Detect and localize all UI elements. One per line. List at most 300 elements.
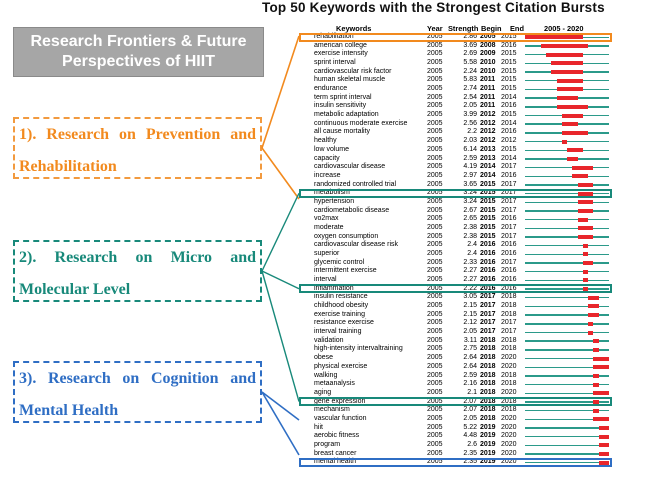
begin-cell: 2018 [480,371,496,379]
strength-cell: 2.16 [463,380,477,388]
end-cell: 2017 [501,232,517,240]
year-cell: 2005 [427,284,443,292]
keyword-cell: rehabilitation [314,33,354,40]
timeline-line [525,167,609,168]
table-row [311,311,612,320]
end-cell: 2015 [501,33,517,40]
end-cell: 2012 [501,137,517,145]
strength-cell: 3.11 [463,336,477,344]
begin-cell: 2013 [480,154,496,162]
end-cell: 2018 [501,302,517,310]
strength-cell: 2.07 [463,406,477,414]
year-cell: 2005 [427,67,443,75]
end-cell: 2015 [501,50,517,58]
year-cell: 2005 [427,189,443,197]
year-cell: 2005 [427,371,443,379]
keyword-cell: exercise intensity [314,50,368,58]
end-cell: 2020 [501,423,517,431]
connector-orange-top [262,36,299,148]
year-cell: 2005 [427,267,443,275]
highlight-box [299,284,612,293]
begin-cell: 2018 [480,414,496,422]
begin-cell: 2012 [480,137,496,145]
burst-bar [593,409,598,413]
col-header-end: End [510,24,524,33]
end-cell: 2020 [501,449,517,457]
strength-cell: 2.1 [467,388,477,396]
table-row [311,241,612,250]
year-cell: 2005 [427,111,443,119]
strength-cell: 2.15 [463,302,477,310]
begin-cell: 2017 [480,293,496,301]
highlight-box [299,189,612,198]
keyword-cell: oxygen consumption [314,232,379,240]
strength-cell: 2.56 [463,119,477,127]
table-row [311,267,612,276]
table-row [311,59,612,68]
begin-cell: 2018 [480,406,496,414]
category-line-2: Mental Health [19,402,119,419]
table-row [311,215,612,224]
end-cell: 2017 [501,206,517,214]
timeline-line [525,332,609,333]
timeline-line [525,254,609,255]
end-cell: 2016 [501,128,517,136]
table-row [311,207,612,216]
keyword-cell: increase [314,171,341,179]
timeline-line [525,202,609,203]
end-cell: 2020 [501,432,517,440]
begin-cell: 2018 [480,388,496,396]
year-cell: 2005 [427,362,443,370]
keyword-cell: vo2max [314,215,339,223]
end-cell: 2020 [501,440,517,448]
begin-cell: 2011 [480,76,496,84]
timeline-line [525,262,609,263]
burst-bar [557,105,589,109]
keyword-cell: interval [314,276,337,284]
begin-cell: 2018 [480,362,496,370]
end-cell: 2016 [501,41,517,49]
connector-teal [262,193,299,271]
begin-cell: 2018 [480,336,496,344]
begin-cell: 2019 [480,458,496,466]
table-row [311,441,612,450]
keyword-cell: hypertension [314,197,355,205]
strength-cell: 2.59 [463,371,477,379]
keyword-cell: superior [314,250,340,257]
strength-cell: 2.24 [463,67,477,75]
keyword-cell: metabolic adaptation [314,111,379,119]
strength-cell: 3.24 [463,189,477,197]
category-line-2: Rehabilitation [19,158,117,175]
keyword-cell: breast cancer [314,449,357,457]
strength-cell: 5.22 [463,423,477,431]
category-line-1: 1). Research on Prevention and [19,126,256,143]
connector-teal [262,271,299,402]
keyword-cell: insulin sensitivity [314,102,367,110]
year-cell: 2005 [427,354,443,362]
strength-cell: 3.65 [463,180,477,188]
timeline-line [525,176,609,177]
burst-bar [588,313,599,317]
burst-bar [593,348,598,352]
table-row [311,259,612,268]
begin-cell: 2015 [480,215,496,223]
begin-cell: 2011 [480,85,496,93]
begin-cell: 2015 [480,232,496,240]
strength-cell: 2.64 [463,362,477,370]
begin-cell: 2014 [480,163,496,171]
end-cell: 2015 [501,145,517,153]
table-row [311,163,612,172]
burst-bar [588,331,593,335]
year-cell: 2005 [427,197,443,205]
strength-cell: 5.83 [463,76,477,84]
burst-bar [551,70,583,74]
end-cell: 2018 [501,406,517,414]
strength-cell: 2.59 [463,154,477,162]
end-cell: 2020 [501,458,517,466]
burst-bar [578,226,594,230]
end-cell: 2016 [501,284,517,292]
year-cell: 2005 [427,258,443,266]
begin-cell: 2012 [480,128,496,136]
strength-cell: 2.05 [463,102,477,110]
begin-cell: 2017 [480,310,496,318]
year-cell: 2005 [427,293,443,301]
table-row [311,42,612,51]
year-cell: 2005 [427,59,443,67]
strength-cell: 3.69 [463,41,477,49]
keyword-cell: all cause mortality [314,128,371,136]
strength-cell: 2.65 [463,215,477,223]
end-cell: 2017 [501,180,517,188]
timeline-line [525,245,609,246]
keyword-cell: cardiovascular disease [314,163,386,171]
table-row [311,328,612,337]
strength-cell: 2.4 [467,250,477,257]
highlight-box [299,458,612,467]
end-cell: 2015 [501,111,517,119]
begin-cell: 2005 [480,33,496,40]
burst-bar [562,114,583,118]
burst-bar [567,148,583,152]
keyword-cell: glycemic control [314,258,365,266]
year-cell: 2005 [427,276,443,284]
strength-cell: 2.86 [463,33,477,40]
year-cell: 2005 [427,232,443,240]
strength-cell: 2.38 [463,232,477,240]
burst-bar [593,391,609,395]
year-cell: 2005 [427,406,443,414]
keyword-cell: walking [314,371,338,379]
category-cognition-mental-health [13,361,262,423]
burst-bar [599,426,610,430]
begin-cell: 2017 [480,319,496,327]
strength-cell: 5.58 [463,59,477,67]
highlight-box [299,397,612,406]
burst-bar [588,322,593,326]
strength-cell: 2.22 [463,284,477,292]
col-header-range: 2005 - 2020 [544,24,584,33]
year-cell: 2005 [427,137,443,145]
keyword-cell: obese [314,354,334,362]
keyword-cell: randomized controlled trial [314,180,397,188]
keyword-cell: cardiometabolic disease [314,206,390,214]
strength-cell: 4.48 [463,432,477,440]
burst-bar [588,296,599,300]
begin-cell: 2019 [480,440,496,448]
strength-cell: 2.12 [463,319,477,327]
burst-bar [578,183,594,187]
table-row [311,380,612,389]
burst-bar [578,235,594,239]
year-cell: 2005 [427,388,443,396]
year-cell: 2005 [427,215,443,223]
burst-bar [557,96,578,100]
begin-cell: 2015 [480,180,496,188]
year-cell: 2005 [427,180,443,188]
year-cell: 2005 [427,154,443,162]
keyword-cell: american college [314,41,367,49]
timeline-line [525,427,609,428]
end-cell: 2016 [501,215,517,223]
header-line-2: Perspectives of HIIT [62,53,215,70]
keyword-cell: vascular function [314,414,367,422]
table-row [311,68,612,77]
year-cell: 2005 [427,119,443,127]
begin-cell: 2016 [480,284,496,292]
keyword-cell: capacity [314,154,340,162]
begin-cell: 2016 [480,267,496,275]
keyword-cell: human skeletal muscle [314,76,386,84]
begin-cell: 2010 [480,59,496,67]
connector-teal [262,271,299,289]
strength-cell: 2.27 [463,267,477,275]
burst-bar [593,365,609,369]
col-header-begin: Begin [481,24,502,33]
end-cell: 2015 [501,85,517,93]
burst-bar [583,270,588,274]
begin-cell: 2019 [480,432,496,440]
end-cell: 2014 [501,93,517,101]
timeline-line [525,141,609,142]
burst-bar [588,304,599,308]
strength-cell: 2.97 [463,171,477,179]
year-cell: 2005 [427,145,443,153]
begin-cell: 2010 [480,67,496,75]
year-cell: 2005 [427,414,443,422]
begin-cell: 2016 [480,258,496,266]
table-row [311,137,612,146]
timeline-line [525,436,609,437]
strength-cell: 3.99 [463,111,477,119]
burst-bar [583,278,588,282]
timeline-line [525,236,609,237]
begin-cell: 2018 [480,380,496,388]
keyword-cell: cardiovascular disease risk [314,241,399,249]
table-row [311,345,612,354]
end-cell: 2020 [501,354,517,362]
strength-cell: 2.07 [463,397,477,405]
year-cell: 2005 [427,50,443,58]
burst-bar [567,157,578,161]
table-row [311,120,612,129]
year-cell: 2005 [427,250,443,257]
year-cell: 2005 [427,432,443,440]
strength-cell: 3.05 [463,293,477,301]
begin-cell: 2015 [480,197,496,205]
end-cell: 2017 [501,189,517,197]
category-line-1: 3). Research on Cognition and [19,370,256,387]
end-cell: 2017 [501,328,517,336]
begin-cell: 2016 [480,250,496,257]
burst-bar [557,87,583,91]
timeline-line [525,219,609,220]
end-cell: 2014 [501,119,517,127]
chart-title: Top 50 Keywords with the Strongest Citation Bursts [262,0,605,15]
category-prevention-rehabilitation [13,117,262,179]
burst-bar [578,209,594,213]
table-row [311,233,612,242]
table-row [311,406,612,415]
end-cell: 2016 [501,276,517,284]
table-row [311,302,612,311]
begin-cell: 2008 [480,41,496,49]
end-cell: 2020 [501,362,517,370]
year-cell: 2005 [427,128,443,136]
strength-cell: 2.35 [463,449,477,457]
end-cell: 2015 [501,59,517,67]
strength-cell: 2.03 [463,137,477,145]
table-row [311,372,612,381]
begin-cell: 2019 [480,449,496,457]
timeline-line [525,453,609,454]
end-cell: 2016 [501,267,517,275]
begin-cell: 2009 [480,50,496,58]
strength-cell: 6.14 [463,145,477,153]
begin-cell: 2019 [480,423,496,431]
year-cell: 2005 [427,76,443,84]
end-cell: 2015 [501,76,517,84]
burst-bar [583,244,588,248]
strength-cell: 2.4 [467,241,477,249]
year-cell: 2005 [427,241,443,249]
table-row [311,415,612,424]
keyword-cell: low volume [314,145,350,153]
table-row [311,337,612,346]
year-cell: 2005 [427,302,443,310]
begin-cell: 2016 [480,276,496,284]
begin-cell: 2018 [480,354,496,362]
burst-bar [599,452,610,456]
end-cell: 2018 [501,345,517,353]
begin-cell: 2018 [480,397,496,405]
keyword-cell: childhood obesity [314,302,369,310]
category-micro-molecular [13,240,262,302]
keyword-cell: insulin resistance [314,293,368,301]
end-cell: 2017 [501,319,517,327]
timeline-line [525,210,609,211]
table-row [311,128,612,137]
burst-bar [562,131,588,135]
table-row [311,76,612,85]
begin-cell: 2017 [480,328,496,336]
end-cell: 2014 [501,154,517,162]
connector-orange-bottom [262,148,299,199]
end-cell: 2017 [501,197,517,205]
year-cell: 2005 [427,163,443,171]
begin-cell: 2012 [480,111,496,119]
end-cell: 2016 [501,241,517,249]
table-row [311,432,612,441]
burst-bar [593,339,598,343]
keyword-cell: mechanism [314,406,350,414]
strength-cell: 2.74 [463,85,477,93]
begin-cell: 2018 [480,345,496,353]
end-cell: 2018 [501,371,517,379]
end-cell: 2018 [501,293,517,301]
header-box [13,27,264,77]
end-cell: 2015 [501,67,517,75]
begin-cell: 2012 [480,119,496,127]
year-cell: 2005 [427,423,443,431]
strength-cell: 2.05 [463,414,477,422]
strength-cell: 2.54 [463,93,477,101]
keyword-cell: hiit [314,423,323,431]
year-cell: 2005 [427,328,443,336]
header-line-1: Research Frontiers & Future [30,33,247,50]
burst-bar [578,200,594,204]
keyword-cell: continuous moderate exercise [314,119,408,127]
strength-cell: 2.15 [463,310,477,318]
table-row [311,155,612,164]
strength-cell: 3.24 [463,197,477,205]
begin-cell: 2015 [480,206,496,214]
year-cell: 2005 [427,440,443,448]
table-row [311,94,612,103]
year-cell: 2005 [427,41,443,49]
end-cell: 2018 [501,336,517,344]
keyword-cell: endurance [314,85,348,93]
keyword-cell: resistance exercise [314,319,374,327]
end-cell: 2020 [501,388,517,396]
col-header-year: Year [427,24,443,33]
strength-cell: 2.75 [463,345,477,353]
table-row [311,146,612,155]
connector-blue-top [262,392,299,420]
table-row [311,424,612,433]
burst-bar [599,443,610,447]
keyword-cell: mental health [314,458,357,466]
begin-cell: 2015 [480,223,496,231]
timeline-line [525,271,609,272]
burst-bar [557,79,583,83]
keyword-cell: cardiovascular risk factor [314,67,392,75]
end-cell: 2018 [501,397,517,405]
table-row [311,354,612,363]
connector-blue-bottom [262,392,299,455]
keyword-cell: intermittent exercise [314,267,377,275]
end-cell: 2016 [501,171,517,179]
end-cell: 2017 [501,163,517,171]
strength-cell: 4.19 [463,163,477,171]
begin-cell: 2014 [480,171,496,179]
year-cell: 2005 [427,33,443,40]
table-row [311,85,612,94]
burst-bar [578,218,589,222]
